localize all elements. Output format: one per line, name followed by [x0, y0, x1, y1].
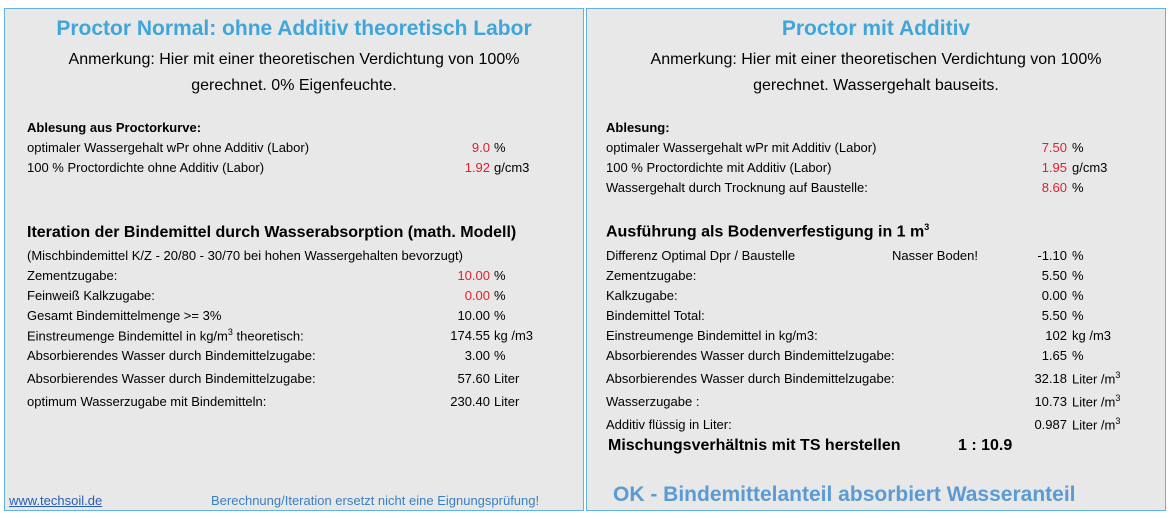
right-row-value-3: 5.50 [1041, 308, 1067, 323]
left-row-unit-4: % [494, 348, 506, 363]
right-row-label-6: Absorbierendes Wasser durch Bindemittelzugabe: [606, 371, 895, 386]
right-row-label-7: Wasserzugabe : [606, 394, 700, 409]
right-row-unit-5: % [1072, 348, 1084, 363]
right-row-unit-7: Liter $/m^3$ [1072, 393, 1121, 410]
left-reading-label-0: optimaler Wassergehalt wPr ohne Additiv (Labor) [27, 140, 310, 155]
right-row-label-8: Additiv flüssig in Liter: [606, 417, 732, 432]
left-row-label-1: Feinweiß Kalkzugabe: [27, 288, 155, 303]
left-row-label-0: Zementzugabe: [27, 268, 118, 283]
left-row-unit-5: Liter [494, 371, 520, 386]
right-row-unit-0: % [1072, 248, 1084, 263]
right-row-unit-1: % [1072, 268, 1084, 283]
right-row-value-1: 5.50 [1041, 268, 1067, 283]
right-row-value-8: 0.987 [1034, 417, 1067, 432]
left-row-value-6: 230.40 [450, 394, 490, 409]
left-iteration-subtitle: (Mischbindemittel K/Z - 20/80 - 30/70 bei hohen Wassergehalten bevorzugt) [27, 248, 463, 263]
right-row-label-0: Differenz Optimal Dpr / Baustelle [606, 248, 796, 263]
left-footer-note: Berechnung/Iteration ersetzt nicht eine Eignungsprüfung! [211, 493, 540, 508]
right-note-line2: gerechnet. Wassergehalt bauseits. [753, 77, 999, 94]
left-reading-value-0[interactable]: 9.0 [471, 140, 490, 155]
right-reading-unit-2: % [1072, 180, 1084, 195]
left-panel-title: Proctor Normal: ohne Additiv theoretisch Labor [56, 17, 532, 40]
left-row-unit-1: % [494, 288, 506, 303]
left-row-label-6: optimum Wasserzugabe mit Bindemitteln: [27, 394, 267, 409]
left-reading-label-1: 100 % Proctordichte ohne Additiv (Labor) [27, 160, 265, 175]
left-row-label-3: Einstreumenge Bindemittel in $kg/m^3$ theoretisch: [27, 327, 304, 344]
right-row-unit-8: Liter $/m^3$ [1072, 416, 1121, 433]
left-row-label-5: Absorbierendes Wasser durch Bindemittelzugabe: [27, 371, 316, 386]
left-iteration-heading: Iteration der Bindemittel durch Wasserabsorption (math. Modell) [27, 224, 517, 241]
right-row-unit-6: Liter $/m^3$ [1072, 370, 1121, 387]
left-reading-unit-0: % [494, 140, 506, 155]
right-row-unit-4: kg /m3 [1072, 328, 1112, 343]
left-reading-heading: Ablesung aus Proctorkurve: [27, 120, 202, 135]
right-row-value-4: 102 [1045, 328, 1067, 343]
right-row-label-5: Absorbierendes Wasser durch Bindemittelzugabe: [606, 348, 895, 363]
left-reading-value-1[interactable]: 1.92 [464, 160, 490, 175]
techsoil-link[interactable]: www.techsoil.de [9, 493, 103, 508]
right-reading-value-1[interactable]: 1.95 [1041, 160, 1067, 175]
left-row-label-4: Absorbierendes Wasser durch Bindemittelzugabe: [27, 348, 316, 363]
left-row-unit-6: Liter [494, 394, 520, 409]
right-reading-value-0[interactable]: 7.50 [1041, 140, 1067, 155]
right-row-label-4: Einstreumenge Bindemittel in kg/m3: [606, 328, 818, 343]
left-row-value-0[interactable]: 10.00 [457, 268, 490, 283]
left-row-value-2: 10.00 [457, 308, 490, 323]
right-panel-title: Proctor mit Additiv [781, 17, 971, 40]
right-row-label-1: Zementzugabe: [606, 268, 697, 283]
right-row-label-3: Bindemittel Total: [606, 308, 705, 323]
left-row-value-5: 57.60 [457, 371, 490, 386]
right-row-value-6: 32.18 [1034, 371, 1067, 386]
left-note-line2: gerechnet. 0% Eigenfeuchte. [191, 77, 397, 94]
right-row-value-7: 10.73 [1034, 394, 1067, 409]
right-reading-label-0: optimaler Wassergehalt wPr mit Additiv (Labor) [606, 140, 877, 155]
right-reading-heading: Ablesung: [606, 120, 670, 135]
right-row-value-2: 0.00 [1041, 288, 1067, 303]
right-reading-unit-1: g/cm3 [1072, 160, 1108, 175]
left-row-value-1[interactable]: 0.00 [464, 288, 490, 303]
right-panel-proctor-additiv [586, 8, 1166, 511]
mix-ratio-value: 1 : 10.9 [958, 437, 1013, 454]
right-note-line1: Anmerkung: Hier mit einer theoretischen Verdichtung von 100% [650, 51, 1102, 68]
left-panel-proctor-normal [4, 8, 584, 511]
right-row-warning: Nasser Boden! [892, 248, 978, 263]
mix-ratio-label: Mischungsverhältnis mit TS herstellen [608, 437, 901, 454]
ok-status-message: OK - Bindemittelanteil absorbiert Wasseranteil [613, 483, 1076, 506]
right-reading-label-1: 100 % Proctordichte mit Additiv (Labor) [606, 160, 832, 175]
left-reading-unit-1: g/cm3 [494, 160, 530, 175]
left-row-value-4: 3.00 [464, 348, 490, 363]
left-row-value-3: 174.55 [450, 328, 490, 343]
right-row-label-2: Kalkzugabe: [606, 288, 678, 303]
right-reading-unit-0: % [1072, 140, 1084, 155]
right-reading-label-2: Wassergehalt durch Trocknung auf Baustelle: [606, 180, 868, 195]
right-reading-value-2[interactable]: 8.60 [1041, 180, 1067, 195]
right-execution-heading: Ausführung als Bodenverfestigung in 1 $m^3$ [606, 222, 930, 241]
left-row-label-2: Gesamt Bindemittelmenge >= 3% [27, 308, 222, 323]
left-note-line1: Anmerkung: Hier mit einer theoretischen Verdichtung von 100% [68, 51, 520, 68]
right-row-value-0: -1.10 [1037, 248, 1067, 263]
left-row-unit-0: % [494, 268, 506, 283]
right-row-unit-3: % [1072, 308, 1084, 323]
left-row-unit-2: % [494, 308, 506, 323]
left-row-unit-3: kg /m3 [494, 328, 534, 343]
right-row-value-5: 1.65 [1041, 348, 1067, 363]
right-row-unit-2: % [1072, 288, 1084, 303]
